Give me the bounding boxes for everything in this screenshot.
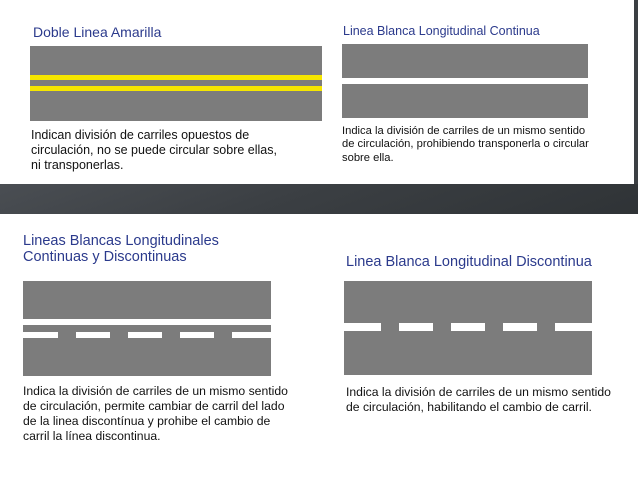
separator-shade (0, 184, 638, 214)
continuas-discontinuas-road-lower (23, 325, 271, 332)
desc-line: ni transponerlas. (31, 158, 124, 172)
desc-line: Indica la división de carriles de un mismo sentido (23, 384, 288, 398)
dash-gap (485, 323, 503, 331)
dash-gap (110, 332, 128, 338)
blanca-continua-description (342, 125, 632, 165)
yellow-line-top (30, 75, 322, 80)
dash-gap (162, 332, 180, 338)
top-panel (0, 0, 638, 184)
blanca-discontinua-description (346, 385, 636, 415)
title-line: Lineas Blancas Longitudinales (23, 233, 219, 249)
dash-gap (537, 323, 555, 331)
separator-band (0, 184, 638, 214)
continuas-discontinuas-description (23, 384, 323, 444)
dash-gap (214, 332, 232, 338)
desc-line: Indica la división de carriles de un mismo sentido (342, 125, 586, 137)
continuas-discontinuas-road-upper (23, 281, 271, 319)
desc-line: circulación, no se puede circular sobre ellas, (31, 143, 277, 157)
desc-line: Indican división de carriles opuestos de (31, 128, 250, 142)
continuas-discontinuas-road-bottom (23, 338, 271, 376)
blanca-discontinua-road-lower (344, 331, 592, 375)
continuas-discontinuas-title (23, 234, 219, 266)
blanca-continua-road-lower (342, 84, 588, 118)
blanca-discontinua-road-upper (344, 281, 592, 323)
dash-gap (381, 323, 399, 331)
desc-line: de la linea discontínua y prohibe el cambio de (23, 413, 271, 428)
desc-line: Indica la división de carriles de un mismo sentido (346, 385, 611, 399)
desc-line: sobre ella. (342, 151, 394, 164)
bottom-panel (0, 214, 638, 479)
doble-amarilla-title: Doble Linea Amarilla (33, 24, 162, 40)
desc-line: de circulación, permite cambiar de carril del lado (23, 398, 285, 413)
doble-amarilla-description (31, 128, 331, 173)
blanca-discontinua-title: Linea Blanca Longitudinal Discontinua (346, 254, 592, 270)
desc-line: carril la línea discontinua. (23, 428, 161, 443)
title-line: Continuas y Discontinuas (23, 248, 187, 265)
blanca-continua-title: Linea Blanca Longitudinal Continua (343, 24, 540, 38)
desc-line: de circulación, habilitando el cambio de carril. (346, 399, 592, 414)
doble-amarilla-road (30, 46, 322, 121)
blanca-continua-road-upper (342, 44, 588, 78)
frame-edge (634, 0, 638, 214)
yellow-line-bottom (30, 86, 322, 91)
desc-line: de circulación, prohibiendo transponerla o circular (342, 138, 589, 151)
dash-gap (58, 332, 76, 338)
dash-gap (433, 323, 451, 331)
